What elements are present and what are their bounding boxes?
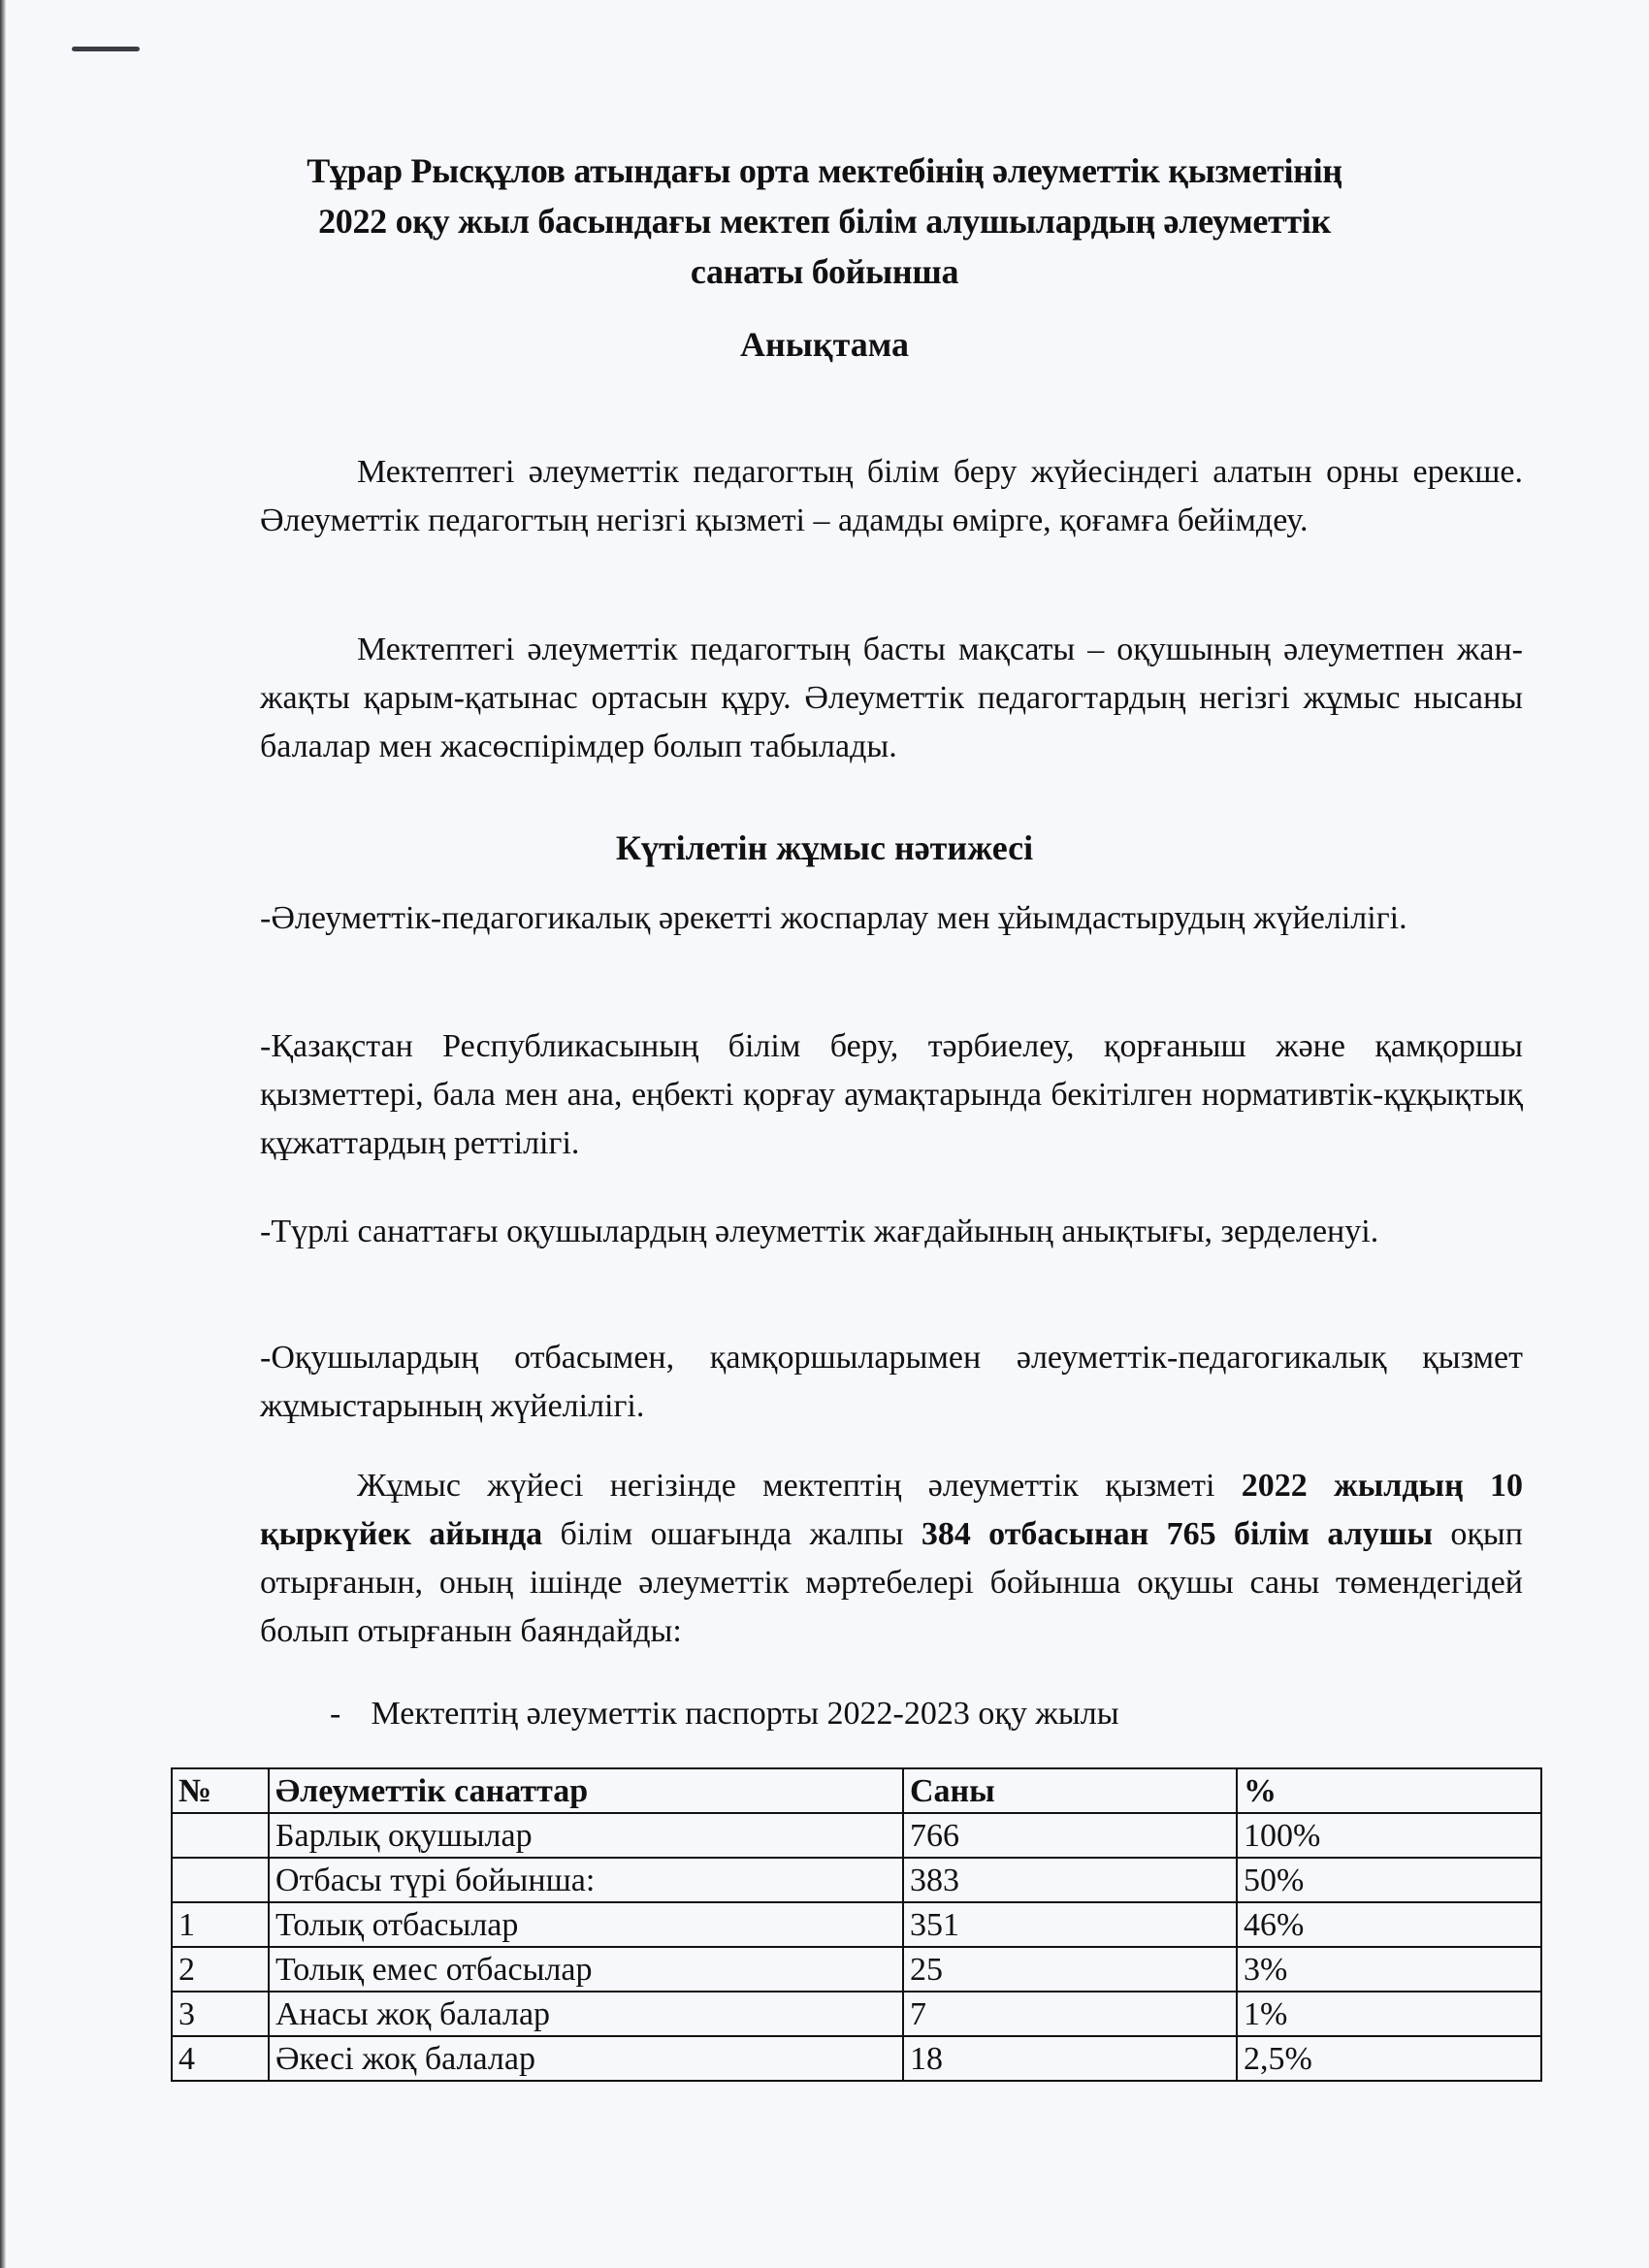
- passport-caption: [330, 1696, 1119, 1733]
- header-category: Әлеуметтік санаттар: [269, 1768, 903, 1813]
- summary-text-3: оқып отырғанын, оның ішінде әлеуметтік мәртебелері бойынша оқушы саны төмендегідей болып отырғанын баяндайды:: [260, 1516, 1523, 1649]
- summary-text-2: білім ошағында жалпы: [542, 1516, 922, 1552]
- expected-results-heading: Күтілетін жұмыс нәтижесі: [615, 828, 1034, 867]
- cell-category: Толық емес отбасылар: [269, 1947, 903, 1992]
- header-count: Саны: [903, 1768, 1237, 1813]
- cell-number: 4: [172, 2036, 269, 2081]
- cell-category: Барлық оқушылар: [269, 1813, 903, 1858]
- cell-category: Толық отбасылар: [269, 1902, 903, 1947]
- social-passport-table: [171, 1767, 1542, 2082]
- intro-paragraph-2: Мектептегі әлеуметтік педагогтың басты мақсаты – оқушының әлеуметпен жан-жақты қарым-қатынас ортасын құру. Әлеуметтік педагогтардың негізгі жұмыс нысаны балалар мен жасөспірімдер болып табылады.: [260, 632, 1523, 764]
- summary-date-bold: 2022 жылдың 10 қыркүйек айында: [260, 1468, 1523, 1552]
- cell-percent: 3%: [1237, 1947, 1541, 1992]
- cell-count: 351: [903, 1902, 1237, 1947]
- table-header-row: [172, 1768, 1541, 1813]
- cell-percent: 50%: [1237, 1858, 1541, 1902]
- expected-result-item-3: -Түрлі санаттағы оқушылардың әлеуметтік жағдайының анықтығы, зерделенуі.: [260, 1214, 1379, 1249]
- document-title: [242, 146, 1406, 297]
- header-percent: %: [1237, 1768, 1541, 1813]
- header-number: №: [172, 1768, 269, 1813]
- cell-category: Отбасы түрі бойынша:: [269, 1858, 903, 1902]
- expected-result-item-1: -Әлеуметтік-педагогикалық әрекетті жоспарлау мен ұйымдастырудың жүйелілігі.: [260, 900, 1407, 936]
- cell-count: 383: [903, 1858, 1237, 1902]
- expected-result-item-4: -Оқушылардың отбасымен, қамқоршыларымен әлеуметтік-педагогикалық қызмет жұмыстарының жүйелілігі.: [260, 1340, 1523, 1424]
- cell-percent: 46%: [1237, 1902, 1541, 1947]
- summary-counts-bold: 384 отбасынан 765 білім алушы: [921, 1516, 1434, 1552]
- table-row: [172, 1947, 1541, 1992]
- pen-mark: [72, 47, 140, 51]
- cell-number: 1: [172, 1902, 269, 1947]
- cell-count: 766: [903, 1813, 1237, 1858]
- cell-category: Әкесі жоқ балалар: [269, 2036, 903, 2081]
- title-line-2: 2022 оқу жыл басындағы мектеп білім алушылардың әлеуметтік: [318, 202, 1331, 241]
- title-line-1: Тұрар Рысқұлов атындағы орта мектебінің әлеуметтік қызметінің: [307, 151, 1342, 190]
- cell-number: [172, 1858, 269, 1902]
- cell-percent: 100%: [1237, 1813, 1541, 1858]
- cell-number: 3: [172, 1992, 269, 2036]
- expected-result-item-2: -Қазақстан Республикасының білім беру, тәрбиелеу, қорғаныш және қамқоршы қызметтері, бала мен ана, еңбекті қорғау аумақтарында бекітілген нормативтік-құқықтық құжаттардың реттілігі.: [260, 1028, 1523, 1161]
- table-row: [172, 1858, 1541, 1902]
- summary-text-1: Жұмыс жүйесі негізінде мектептің әлеуметтік қызметі: [357, 1468, 1242, 1504]
- cell-percent: 1%: [1237, 1992, 1541, 2036]
- cell-percent: 2,5%: [1237, 2036, 1541, 2081]
- table-row: [172, 1992, 1541, 2036]
- cell-count: 25: [903, 1947, 1237, 1992]
- cell-number: [172, 1813, 269, 1858]
- intro-paragraph-1: Мектептегі әлеуметтік педагогтың білім беру жүйесіндегі алатын орны ерекше. Әлеуметтік педагогтың негізгі қызметі – адамды өмірге, қоғамға бейімдеу.: [260, 454, 1523, 538]
- table-row: [172, 2036, 1541, 2081]
- table-row: [172, 1902, 1541, 1947]
- bullet-dash: -: [330, 1696, 341, 1732]
- cell-count: 18: [903, 2036, 1237, 2081]
- cell-count: 7: [903, 1992, 1237, 2036]
- summary-paragraph: [260, 1462, 1523, 1656]
- table-row: [172, 1813, 1541, 1858]
- cell-category: Анасы жоқ балалар: [269, 1992, 903, 2036]
- title-line-3: санаты бойынша: [690, 252, 959, 291]
- passport-caption-text: Мектептің әлеуметтік паспорты 2022-2023 оқу жылы: [371, 1696, 1119, 1732]
- cell-number: 2: [172, 1947, 269, 1992]
- document-subtitle: Анықтама: [740, 325, 909, 364]
